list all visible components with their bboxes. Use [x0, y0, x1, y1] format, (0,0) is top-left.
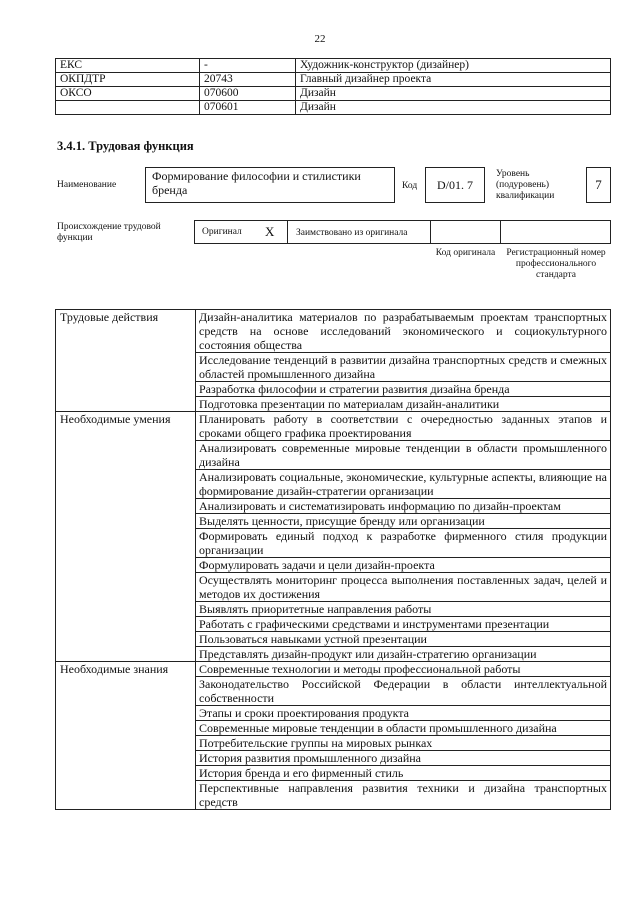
- category-cell: Трудовые действия: [56, 310, 196, 412]
- category-cell: Необходимые знания: [56, 662, 196, 810]
- function-code: D/01. 7: [437, 178, 473, 192]
- codes-cell: ОКСО: [56, 87, 200, 101]
- requirement-item: Подготовка презентации по материалам дизайн-аналитики: [196, 397, 611, 412]
- original-mark: X: [265, 224, 275, 239]
- requirement-item: Планировать работу в соответствии с очередностью заданных этапов и сроками общего графика проектирования: [196, 412, 611, 441]
- original-label: Оригинал: [202, 227, 242, 237]
- codes-row: [56, 73, 611, 87]
- original-code-cell: [430, 220, 501, 244]
- requirement-item: Перспективные направления развития техники и дизайна транспортных средств: [196, 781, 611, 810]
- requirement-item: Представлять дизайн-продукт или дизайн-стратегию организации: [196, 647, 611, 662]
- labor-function-table: [55, 309, 611, 810]
- requirement-item: Современные технологии и методы профессиональной работы: [196, 662, 611, 677]
- requirement-item: Законодательство Российской Федерации в области интеллектуальной собственности: [196, 677, 611, 706]
- codes-cell: [56, 101, 200, 115]
- borrowed-label: Заимствовано из оригинала: [296, 228, 408, 238]
- section-title: 3.4.1. Трудовая функция: [57, 139, 194, 153]
- requirement-item: Работать с графическими средствами и инструментами презентации: [196, 617, 611, 632]
- requirement-item: История развития промышленного дизайна: [196, 751, 611, 766]
- name-label: Наименование: [57, 180, 117, 190]
- codes-cell: Дизайн: [296, 87, 611, 101]
- requirement-item: Выявлять приоритетные направления работы: [196, 602, 611, 617]
- reg-number-caption: Регистрационный номер профессионального стандарта: [506, 248, 606, 280]
- table-row: [56, 412, 611, 441]
- codes-cell: 20743: [200, 73, 296, 87]
- function-code-box: [425, 167, 485, 203]
- requirement-item: Анализировать современные мировые тенденции в области промышленного дизайна: [196, 441, 611, 470]
- requirement-item: Пользоваться навыками устной презентации: [196, 632, 611, 647]
- origin-original-cell: [194, 220, 288, 244]
- codes-cell: Главный дизайнер проекта: [296, 73, 611, 87]
- page-number: 22: [314, 33, 326, 45]
- function-name: Формирование философии и стилистики бренда: [152, 169, 361, 197]
- function-name-box: [145, 167, 395, 203]
- origin-borrowed-cell: [287, 220, 431, 244]
- table-row: [56, 662, 611, 677]
- requirement-item: Выделять ценности, присущие бренду или организации: [196, 514, 611, 529]
- table-row: [56, 310, 611, 353]
- qualification-level-box: [586, 167, 611, 203]
- reg-number-cell: [500, 220, 611, 244]
- requirement-item: Анализировать и систематизировать информацию по дизайн-проектам: [196, 499, 611, 514]
- requirement-item: Исследование тенденций в развитии дизайна транспортных средств и смежных областей промышленного дизайна: [196, 353, 611, 382]
- codes-cell: Художник-конструктор (дизайнер): [296, 59, 611, 73]
- requirement-item: Разработка философии и стратегии развития дизайна бренда: [196, 382, 611, 397]
- category-cell: Необходимые умения: [56, 412, 196, 662]
- requirement-item: Анализировать социальные, экономические, культурные аспекты, влияющие на формирование дизайн-стратегии организации: [196, 470, 611, 499]
- code-label: Код: [402, 181, 418, 191]
- codes-cell: 070600: [200, 87, 296, 101]
- codes-row: [56, 59, 611, 73]
- requirement-item: Современные мировые тенденции в области промышленного дизайна: [196, 721, 611, 736]
- codes-cell: ОКПДТР: [56, 73, 200, 87]
- classification-codes-table: [55, 58, 611, 115]
- requirement-item: Осуществлять мониторинг процесса выполнения поставленных задач, целей и методов их достижения: [196, 573, 611, 602]
- requirement-item: Формировать единый подход к разработке фирменного стиля продукции организации: [196, 529, 611, 558]
- codes-cell: Дизайн: [296, 101, 611, 115]
- requirement-item: Этапы и сроки проектирования продукта: [196, 706, 611, 721]
- codes-cell: ЕКС: [56, 59, 200, 73]
- origin-label: Происхождение трудовой функции: [57, 222, 161, 243]
- qualification-level-value: 7: [595, 177, 602, 192]
- code-original-caption: Код оригинала: [435, 248, 496, 258]
- requirement-item: История бренда и его фирменный стиль: [196, 766, 611, 781]
- requirement-item: Формулировать задачи и цели дизайн-проекта: [196, 558, 611, 573]
- codes-row: [56, 87, 611, 101]
- codes-cell: 070601: [200, 101, 296, 115]
- requirement-item: Потребительские группы на мировых рынках: [196, 736, 611, 751]
- requirement-item: Дизайн-аналитика материалов по разрабатываемым проектам транспортных средств на основе исследований экономического и социокультурного состояния общества: [196, 310, 611, 353]
- codes-row: [56, 101, 611, 115]
- qualification-level-label: Уровень (подуровень) квалификации: [496, 169, 555, 201]
- codes-cell: -: [200, 59, 296, 73]
